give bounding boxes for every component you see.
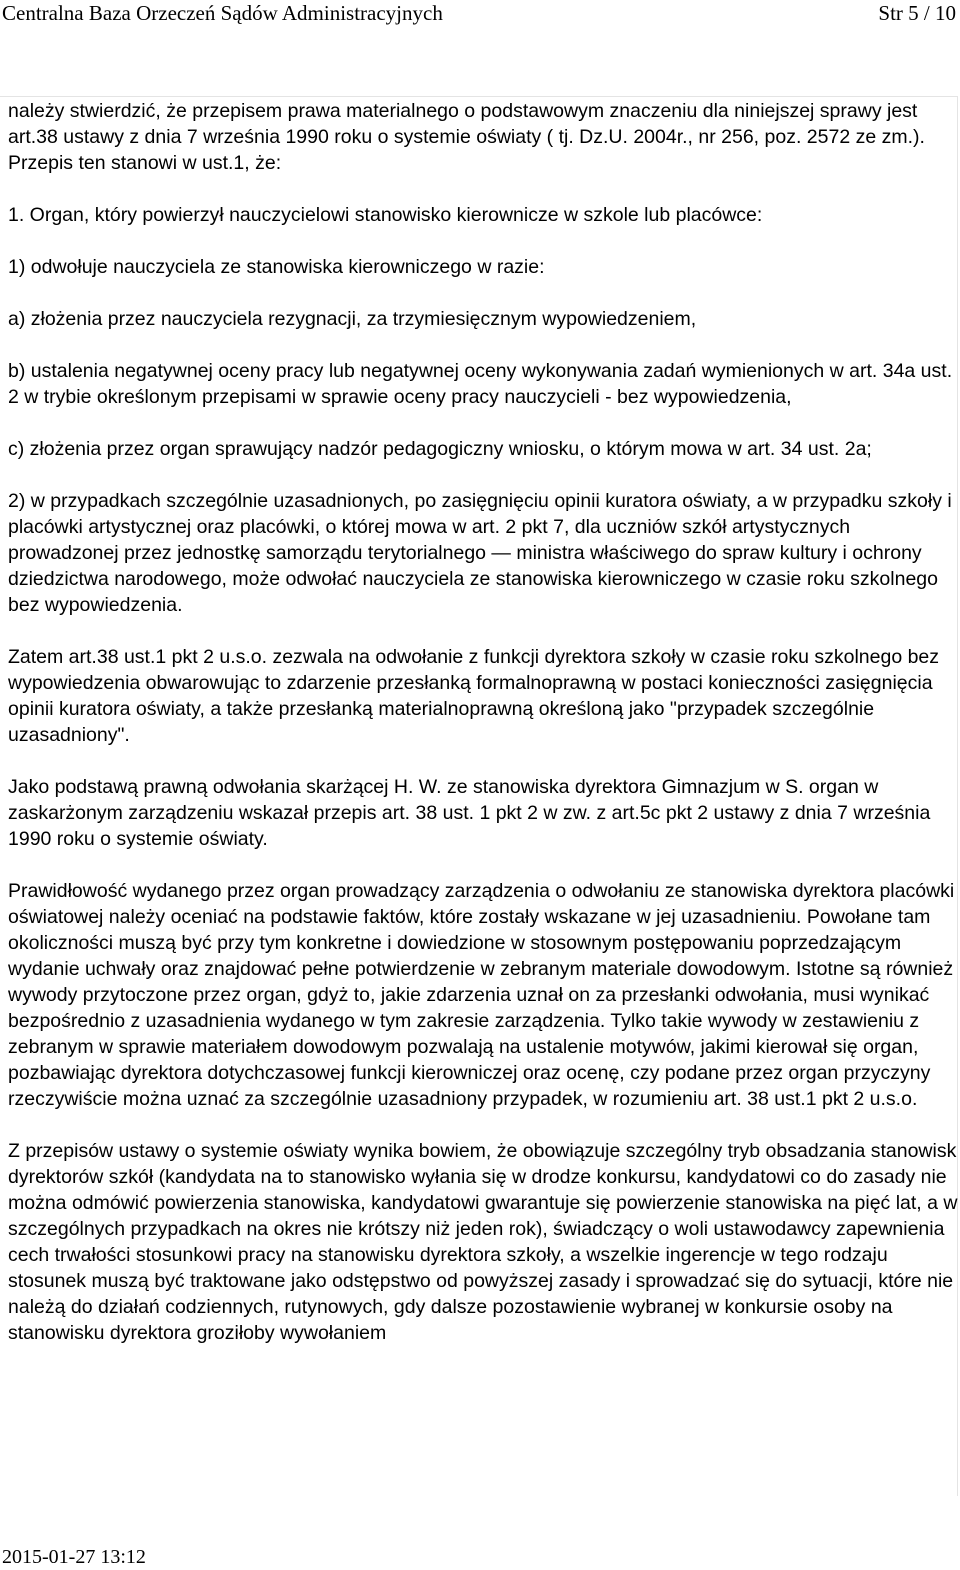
paragraph-appointment-procedure: Z przepisów ustawy o systemie oświaty wynika bowiem, że obowiązuje szczególny tryb obsadzania stanowisk dyrektorów szkół (kandydata na to stanowisko wyłania się w drodze konkursu, kandydatowi co do zasady nie można odmówić powierzenia stanowiska, kandydatowi gwarantuje się powierzenie stanowiska na pięć lat, a w szczególnych przypadkach na okres nie krótszy niż jeden rok), świadczący o woli ustawodawcy zapewnienia cech trwałości stosunkowi pracy na stanowisku dyrektora szkoły, a wszelkie ingerencje w tego rodzaju stosunek muszą być traktowane jako odstępstwo od powyższej zasady i sprowadzać się do sytuacji, które nie należą do działań codziennych, rutynowych, gdy dalsze pozostawienie wybranej w konkursie osoby na stanowisku dyrektora groziłoby wywołaniem [8, 1140, 958, 1344]
paragraph-statute-point-1: 1. Organ, który powierzył nauczycielowi stanowisko kierownicze w szkole lub placówce: [8, 204, 763, 226]
ruling-text-body [8, 98, 958, 1346]
document-source-title: Centralna Baza Orzeczeń Sądów Administracyjnych [2, 1, 443, 25]
paragraph-assessment: Prawidłowość wydanego przez organ prowadzący zarządzenia o odwołaniu ze stanowiska dyrektora placówki oświatowej należy oceniać na podstawie faktów, które zostały wskazane w jej uzasadnieniu. Powołane tam okoliczności muszą być przy tym konkretne i dowiedzione w stosownym postępowaniu poprzedzającym wydanie uchwały oraz znajdować pełne potwierdzenie w zebranym materiale dowodowym. Istotne są również wywody przytoczone przez organ, gdyż to, jakie zdarzenia uznał on za przesłanki odwołania, musi wynikać bezpośrednio z uzasadnienia wydanego w tym zakresie zarządzenia. Tylko takie wywody w zestawieniu z zebranym w sprawie materiałem dowodowym pozwalają na ustalenie motywów, jakimi kierował się organ, pozbawiając dyrektora dotychczasowej funkcji kierowniczej oraz ocenę, czy podane przez organ przyczyny rzeczywiście można uznać za szczególnie uzasadniony przypadek, w rozumieniu art. 38 ust.1 pkt 2 u.s.o. [8, 880, 955, 1110]
paragraph-interpretation: Zatem art.38 ust.1 pkt 2 u.s.o. zezwala na odwołanie z funkcji dyrektora szkoły w czasie roku szkolnego bez wypowiedzenia obwarowując to zdarzenie przesłanką formalnoprawną w postaci konieczności zasięgnięcia opinii kuratora oświaty, a także przesłanką materialnoprawną określoną jako "przypadek szczególnie uzasadniony". [8, 646, 940, 746]
print-timestamp: 2015-01-27 13:12 [2, 1546, 146, 1568]
paragraph-legal-basis: Jako podstawą prawną odwołania skarżącej H. W. ze stanowiska dyrektora Gimnazjum w S. organ w zaskarżonym zarządzeniu wskazał przepis art. 38 ust. 1 pkt 2 w zw. z art.5c pkt 2 ustawy z dnia 7 września 1990 roku o systemie oświaty. [8, 776, 931, 850]
paragraph-statute-subpoint-1: 1) odwołuje nauczyciela ze stanowiska kierowniczego w razie: [8, 256, 545, 278]
page-counter: Str 5 / 10 [878, 1, 956, 25]
paragraph-statute-letter-c: c) złożenia przez organ sprawujący nadzór pedagogiczny wniosku, o którym mowa w art. 34 ust. 2a; [8, 438, 872, 460]
paragraph-statute-subpoint-2: 2) w przypadkach szczególnie uzasadnionych, po zasięgnięciu opinii kuratora oświaty, a w przypadku szkoły i placówki artystycznej oraz placówki, o której mowa w art. 2 pkt 7, dla uczniów szkół artystycznych prowadzonej przez jednostkę samorządu terytorialnego — ministra właściwego do spraw kultury i ochrony dziedzictwa narodowego, może odwołać nauczyciela ze stanowiska kierowniczego w czasie roku szkolnego bez wypowiedzenia. [8, 490, 952, 616]
page-header [0, 0, 960, 30]
paragraph-statute-letter-a: a) złożenia przez nauczyciela rezygnacji, za trzymiesięcznym wypowiedzeniem, [8, 308, 697, 330]
paragraph-intro: należy stwierdzić, że przepisem prawa materialnego o podstawowym znaczeniu dla niniejszej sprawy jest art.38 ustawy z dnia 7 września 1990 roku o systemie oświaty ( tj. Dz.U. 2004r., nr 256, poz. 2572 ze zm.). Przepis ten stanowi w ust.1, że: [8, 100, 925, 174]
paragraph-statute-letter-b: b) ustalenia negatywnej oceny pracy lub negatywnej oceny wykonywania zadań wymienionych w art. 34a ust. 2 w trybie określonym przepisami w sprawie oceny pracy nauczycieli - bez wypowiedzenia, [8, 360, 953, 408]
